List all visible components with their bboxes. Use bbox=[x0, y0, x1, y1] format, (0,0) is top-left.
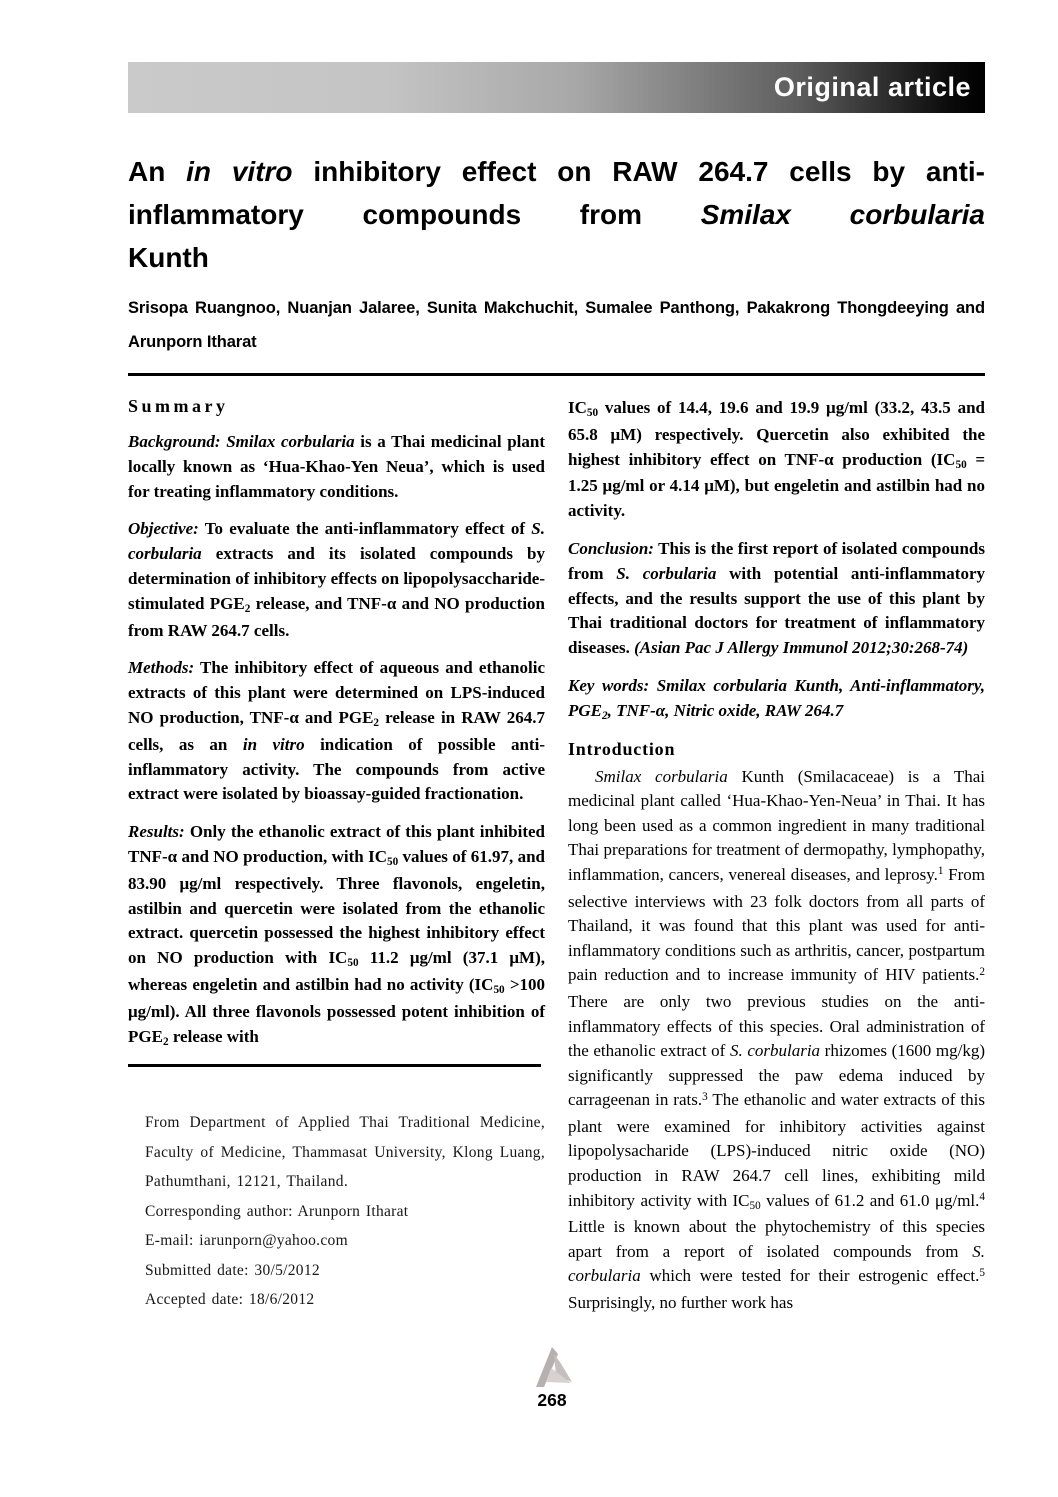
page-footer bbox=[23, 1341, 1058, 1411]
summary-objective-paragraph: Objective: To evaluate the anti-inflammatory effect of S. corbularia extracts and its isolated compounds by determination of inhibitory effects on lipopolysaccharide-stimulated $PGE_2$ release, and TNF-α and NO production from RAW 264.7 cells. bbox=[128, 519, 545, 640]
footnote-accepted-date: Accepted date: 18/6/2012 bbox=[145, 1291, 315, 1309]
summary-methods-paragraph: Methods: The inhibitory effect of aqueous and ethanolic extracts of this plant were determined on LPS-induced NO production, TNF-α and $PGE_2$ release in RAW 264.7 cells, as an in vitro indication of possible anti-inflammatory activity. The compounds from active extract were isolated by bioassay-guided fractionation. bbox=[128, 658, 545, 804]
footnote-submitted-date: Submitted date: 30/5/2012 bbox=[145, 1261, 320, 1279]
footnote-divider bbox=[128, 1064, 541, 1067]
footnote-affiliation: From Department of Applied Thai Traditional Medicine, Faculty of Medicine, Thammasat University, Klong Luang, Pathumthani, 12121, Thailand. bbox=[145, 1114, 545, 1191]
title-line-3: Kunth bbox=[128, 242, 209, 273]
article-title bbox=[128, 150, 985, 279]
page-number: 268 bbox=[537, 1390, 567, 1410]
title-line-2: inflammatory compounds from Smilax corbularia bbox=[128, 199, 985, 230]
two-column-body bbox=[128, 396, 985, 1316]
header-divider bbox=[128, 373, 985, 376]
article-type-banner bbox=[128, 62, 985, 113]
footnote-email: E-mail: iarunporn@yahoo.com bbox=[145, 1232, 348, 1250]
summary-results-paragraph: Results: Only the ethanolic extract of this plant inhibited TNF-α and NO production, with $IC_{50}$ values of 61.97, and 83.90 μg/ml respectively. Three flavonols, engeletin, astilbin and quercetin were isolated from the ethanolic extract. quercetin possessed the highest inhibitory effect on NO production with $IC_{50}$ 11.2 μg/ml (37.1 μM), whereas engeletin and astilbin had no activity ($IC_{50} >100$ μg/ml). All three flavonols possessed potent inhibition of $PGE_2$ release with bbox=[128, 822, 546, 1048]
summary-background-paragraph: Background: Smilax corbularia is a Thai medicinal plant locally known as ‘Hua-Khao-Yen Neua’, which is used for treating inflammatory conditions. bbox=[128, 432, 545, 501]
right-column bbox=[568, 396, 985, 1316]
footnote-block bbox=[128, 1108, 545, 1315]
introduction-heading: Introduction bbox=[568, 738, 676, 759]
author-list: Srisopa Ruangnoo, Nuanjan Jalaree, Sunita Makchuchit, Sumalee Panthong, Pakakrong Thongdeeying and Arunporn Itharat bbox=[128, 299, 985, 351]
summary-results-continued-paragraph: $IC_{50}$ values of 14.4, 19.6 and 19.9 μg/ml (33.2, 43.5 and 65.8 μM) respectively. Quercetin also exhibited the highest inhibitory effect on TNF-α production ($IC_{50} = 1.25$ μg/ml or 4.14 μM), but engeletin and astilbin had no activity. bbox=[568, 398, 986, 521]
left-column bbox=[128, 396, 545, 1316]
introduction-body-paragraph: Smilax corbularia Kunth (Smilacaceae) is a Thai medicinal plant called ‘Hua-Khao-Yen-Neua’ in Thai. It has long been used as a common ingredient in many traditional Thai preparations for treatment of dermopathy, lymphopathy, inflammation, cancers, venereal diseases, and leprosy.$^1$ From selective interviews with 23 folk doctors from all parts of Thailand, it was found that this plant was used for anti-inflammatory conditions such as arthritis, cancer, postpartum pain reduction and to increase immunity of HIV patients.$^2$ There are only two previous studies on the anti-inflammatory effects of this species. Oral administration of the ethanolic extract of S. corbularia rhizomes (1600 mg/kg) significantly suppressed the paw edema induced by carrageenan in rats.$^3$ The ethanolic and water extracts of this plant were examined for inhibitory activities against lipopolysacharide (LPS)-induced nitric oxide (NO) production in RAW 264.7 cell lines, exhibiting mild inhibitory activity with $IC_{50}$ values of 61.2 and 61.0 μg/ml.$^4$ Little is known about the phytochemistry of this species apart from a report of isolated compounds from S. corbularia which were tested for their estrogenic effect.$^5$ Surprisingly, no further work has bbox=[568, 766, 986, 1313]
title-line-1: An in vitro inhibitory effect on RAW 264.7 cells by anti- bbox=[128, 156, 986, 187]
journal-logo-icon bbox=[527, 1341, 577, 1389]
footnote-corresponding-author: Corresponding author: Arunporn Itharat bbox=[145, 1202, 409, 1220]
summary-conclusion-paragraph: Conclusion: This is the first report of isolated compounds from S. corbularia with potential anti-inflammatory effects, and the results support the use of this plant by Thai traditional doctors for treatment of inflammatory diseases. (Asian Pac J Allergy Immunol 2012;30:268-74) bbox=[568, 538, 986, 658]
page-content bbox=[128, 0, 985, 1316]
keywords-paragraph: Key words: Smilax corbularia Kunth, Anti-inflammatory, $PGE_2$, TNF-α, Nitric oxide, RAW 264.7 bbox=[568, 675, 985, 722]
summary-heading: Summary bbox=[128, 396, 229, 416]
banner-label: Original article bbox=[773, 72, 971, 102]
